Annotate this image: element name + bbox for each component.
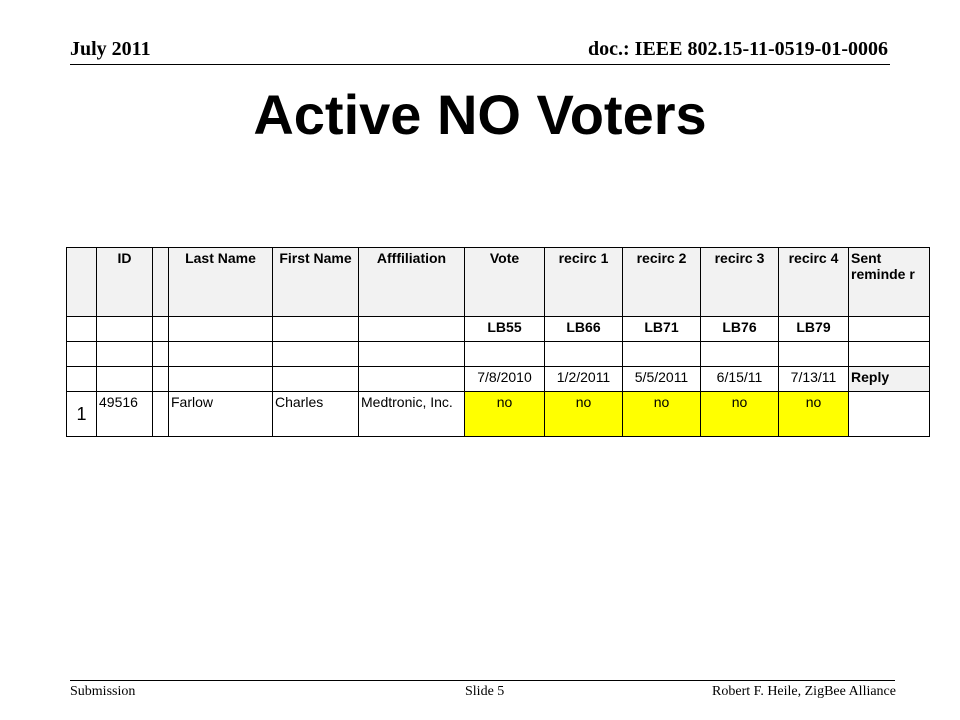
table-cell [97,367,153,392]
footer-rule [70,680,895,681]
header-cell [67,248,97,317]
ballot-cell: LB76 [701,317,779,342]
footer-submission: Submission [70,684,136,699]
footer-author: Robert F. Heile, ZigBee Alliance [712,684,896,699]
table-cell [465,342,545,367]
date-cell: 1/2/2011 [545,367,623,392]
ballot-cell: LB71 [623,317,701,342]
table-cell [153,342,169,367]
date-cell: 7/8/2010 [465,367,545,392]
table-header-row [67,248,930,317]
table-cell [169,342,273,367]
table-cell [97,342,153,367]
vote-cell: no [701,392,779,437]
date-row [67,367,930,392]
reply-cell: Reply [849,367,930,392]
header-rule [70,64,890,65]
header-cell: Last Name [169,248,273,317]
vote-cell: no [465,392,545,437]
header-cell: First Name [273,248,359,317]
header-cell: recirc 4 [779,248,849,317]
blank-row [67,342,930,367]
header-cell: Sent reminde r [849,248,930,317]
table-cell [273,367,359,392]
header-date: July 2011 [70,38,151,60]
table-cell [359,317,465,342]
table-cell [545,342,623,367]
vote-cell: no [779,392,849,437]
table-cell [779,342,849,367]
ballot-row [67,317,930,342]
header-cell: recirc 3 [701,248,779,317]
voter-affiliation: Medtronic, Inc. [359,392,465,437]
table-cell [67,367,97,392]
table-cell [153,367,169,392]
table-cell [153,317,169,342]
ballot-cell: LB66 [545,317,623,342]
table-cell [359,367,465,392]
table-cell [97,317,153,342]
voters-table [66,247,930,437]
vote-cell: no [623,392,701,437]
header-cell: recirc 2 [623,248,701,317]
table-cell [849,317,930,342]
header-cell [153,248,169,317]
vote-cell: no [545,392,623,437]
voter-id: 49516 [97,392,153,437]
table-row [67,392,930,437]
voter-last-name: Farlow [169,392,273,437]
table-cell [849,392,930,437]
voter-first-name: Charles [273,392,359,437]
table-cell [169,367,273,392]
table-cell [273,342,359,367]
table-cell [359,342,465,367]
ballot-cell: LB55 [465,317,545,342]
table-cell [153,392,169,437]
header-doc-id: doc.: IEEE 802.15-11-0519-01-0006 [588,38,888,60]
date-cell: 5/5/2011 [623,367,701,392]
header-cell: Afffiliation [359,248,465,317]
table-cell [701,342,779,367]
table-cell [273,317,359,342]
footer-slide-number: Slide 5 [465,684,505,699]
slide-title: Active NO Voters [253,83,707,146]
date-cell: 7/13/11 [779,367,849,392]
header-cell: ID [97,248,153,317]
header-cell: Vote [465,248,545,317]
table-cell [849,342,930,367]
table-cell [67,317,97,342]
table-cell [169,317,273,342]
date-cell: 6/15/11 [701,367,779,392]
row-number: 1 [67,392,97,437]
ballot-cell: LB79 [779,317,849,342]
table-cell [623,342,701,367]
table-cell [67,342,97,367]
header-cell: recirc 1 [545,248,623,317]
